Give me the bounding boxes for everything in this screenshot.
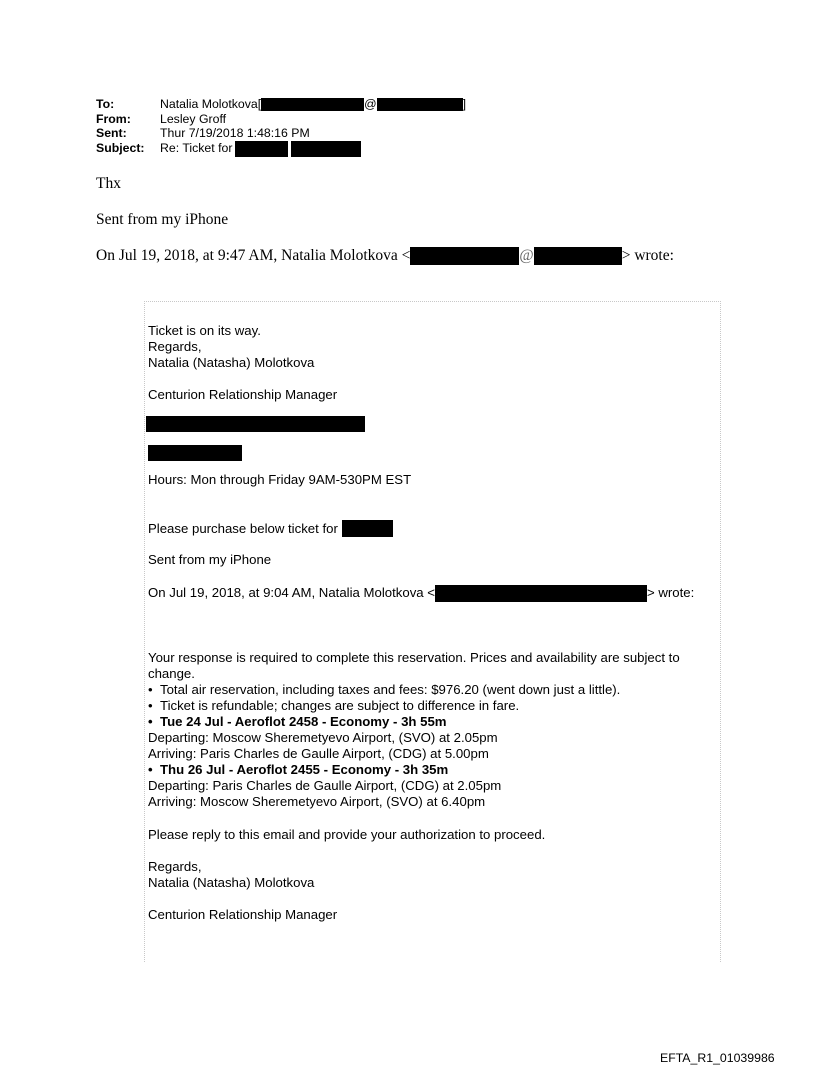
redaction-block (377, 98, 463, 111)
quoted-sender-title-2: Centurion Relationship Manager (148, 906, 338, 922)
bullet-refund: • Ticket is refundable; changes are subject to difference in fare. (148, 697, 520, 713)
from-value: Lesley Groff (160, 111, 227, 126)
quoted-line: Ticket is on its way. (148, 323, 261, 338)
document-id: EFTA_R1_01039986 (660, 1051, 775, 1065)
flight-2-depart: Departing: Paris Charles de Gaulle Airport, (CDG) at 2.05pm (148, 778, 502, 794)
redaction-block (410, 247, 519, 265)
quoted-body (148, 323, 720, 923)
to-row (96, 97, 466, 112)
subject-value (160, 141, 361, 157)
quoted-intro-2-prefix: On Jul 19, 2018, at 9:04 AM, Natalia Molotkova < (148, 585, 435, 601)
to-name: Natalia Molotkova[ (160, 97, 262, 111)
to-value (160, 97, 466, 112)
redaction-block (435, 585, 647, 602)
flight-2-title: • Thu 26 Jul - Aeroflot 2455 - Economy - 3h 35m (148, 762, 449, 778)
redaction-block (291, 141, 361, 157)
reply-signature: Sent from my iPhone (96, 211, 229, 228)
to-at: @ (364, 97, 377, 111)
sent-value: Thur 7/19/2018 1:48:16 PM (160, 126, 310, 140)
reply-body: Thx (96, 175, 121, 192)
redaction-block (534, 247, 622, 265)
quoted-intro-2-suffix: > wrote: (647, 585, 695, 601)
quote-intro-at: @ (519, 247, 534, 264)
sent-label: Sent: (96, 126, 127, 140)
quoted-purchase-text: Please purchase below ticket for (148, 520, 338, 536)
flight-1-title: • Tue 24 Jul - Aeroflot 2458 - Economy - 3h 55m (148, 713, 447, 729)
quoted-message (144, 301, 721, 962)
quoted-sender-name-2: Natalia (Natasha) Molotkova (148, 874, 315, 890)
sent-row (96, 126, 466, 141)
flight-1-depart: Departing: Moscow Sheremetyevo Airport, (SVO) at 2.05pm (148, 730, 498, 746)
email-header (96, 97, 466, 157)
quoted-regards-2: Regards, (148, 858, 202, 874)
redaction-block (148, 445, 242, 461)
redaction-block (342, 520, 393, 537)
quote-intro-suffix: > wrote: (621, 247, 674, 264)
quoted-sender-name: Natalia (Natasha) Molotkova (148, 355, 315, 371)
quote-intro (96, 247, 674, 265)
redaction-block (146, 416, 365, 432)
to-close: ] (462, 97, 467, 111)
from-label: From: (96, 111, 131, 126)
quoted-hours: Hours: Mon through Friday 9AM-530PM EST (148, 472, 412, 488)
quoted-sent-iphone: Sent from my iPhone (148, 552, 272, 568)
flight-1-arrive: Arriving: Paris Charles de Gaulle Airport, (CDG) at 5.00pm (148, 746, 489, 762)
response-required-line-2: change. (148, 665, 195, 681)
quoted-intro-2 (148, 585, 720, 602)
subject-row (96, 141, 466, 157)
reply-request: Please reply to this email and provide your authorization to proceed. (148, 826, 546, 842)
subject-text: Re: Ticket for (160, 141, 233, 156)
flight-2-arrive: Arriving: Moscow Sheremetyevo Airport, (SVO) at 6.40pm (148, 794, 486, 810)
response-required-line: Your response is required to complete this reservation. Prices and availability are subject to (148, 649, 680, 665)
bullet-total: • Total air reservation, including taxes and fees: $976.20 (went down just a little). (148, 681, 621, 697)
quoted-sender-title: Centurion Relationship Manager (148, 387, 338, 403)
redaction-block (235, 141, 288, 157)
quote-intro-prefix: On Jul 19, 2018, at 9:47 AM, Natalia Molotkova < (96, 247, 411, 264)
subject-label: Subject: (96, 140, 145, 155)
to-label: To: (96, 97, 115, 111)
redaction-block (261, 98, 364, 111)
quoted-regards: Regards, (148, 339, 202, 355)
from-row (96, 112, 466, 127)
quoted-purchase-line (148, 520, 720, 537)
